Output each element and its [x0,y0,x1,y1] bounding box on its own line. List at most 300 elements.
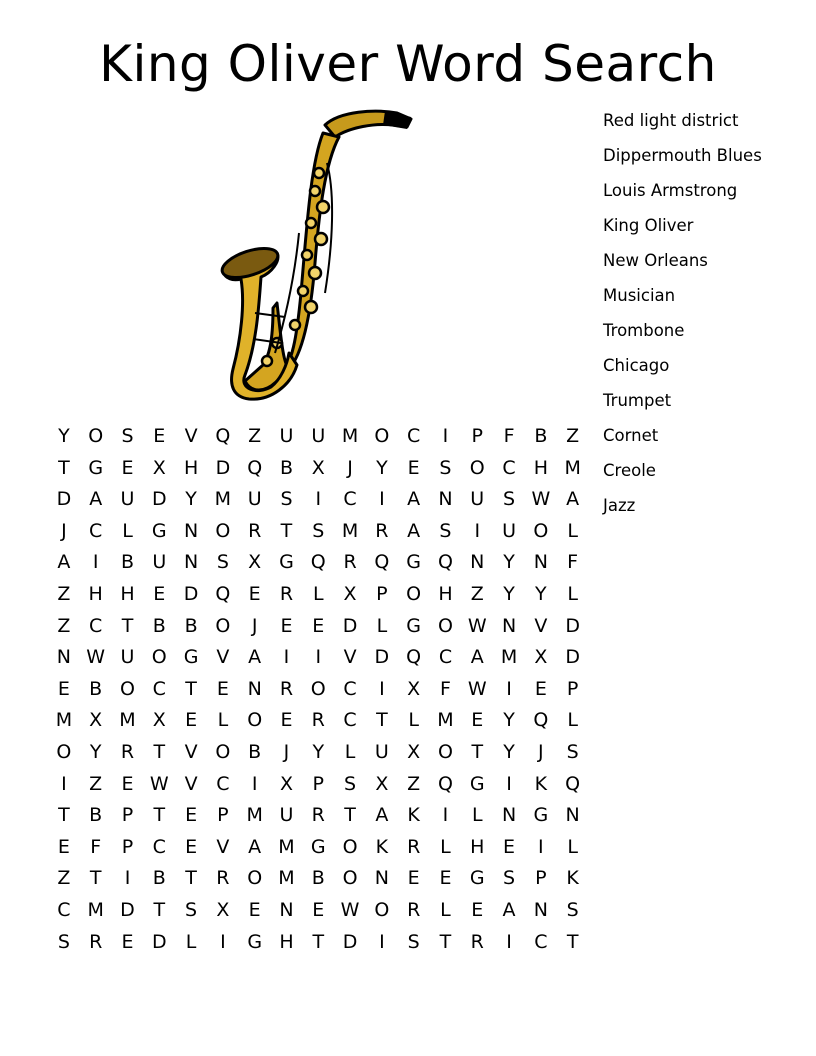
grid-cell: D [565,614,580,637]
grid-cell: X [343,582,357,605]
grid-cell: I [315,646,322,669]
grid-cell: P [217,804,229,827]
grid-cell: O [342,867,358,890]
grid-cell: D [342,614,358,637]
grid-cell: I [442,425,449,447]
grid-cell: M [278,867,295,890]
grid-cell: U [120,646,135,669]
grid-cell: Q [533,709,549,732]
grid-cell: N [183,551,199,574]
grid-cell: B [279,456,293,479]
grid-cell: Y [312,740,325,763]
grid-cell: Q [437,772,453,795]
grid-cell: O [247,709,263,732]
grid-cell: O [88,425,104,447]
grid-cell: M [341,519,359,542]
grid-cell: E [57,835,70,858]
grid-cell: Y [376,456,388,479]
grid-cell: T [153,804,166,827]
grid-cell: P [566,677,579,700]
word-list-item: Musician [603,286,676,305]
grid-cell: Z [57,867,71,890]
grid-cell: Z [248,425,262,447]
grid-cell: V [184,425,198,447]
page-title: King Oliver Word Search [99,35,717,93]
grid-cell: T [376,709,388,732]
grid-cell: I [538,835,544,858]
grid-cell: Q [215,425,231,447]
grid-cell: U [279,425,294,447]
grid-cell: Y [535,582,547,605]
grid-cell: W [340,898,360,921]
grid-cell: E [248,582,261,605]
grid-cell: W [86,646,106,669]
grid-cell: S [312,519,325,542]
grid-cell: L [440,835,451,858]
grid-cell: M [278,835,295,858]
grid-cell: I [283,646,290,669]
grid-cell: K [407,804,420,827]
grid-cell: N [438,488,453,511]
grid-cell: O [437,740,453,763]
grid-cell: P [376,582,388,605]
grid-cell: B [152,867,166,890]
word-list [603,108,762,528]
grid-cell: M [437,709,454,732]
grid-cell: I [220,930,226,953]
grid-cell: N [565,804,580,827]
grid-cell: P [121,804,134,827]
grid-cell: T [280,519,293,542]
grid-cell: G [406,551,422,574]
grid-cell: T [185,867,197,890]
word-search-grid [48,421,589,958]
grid-row [48,453,589,485]
grid-cell: E [121,456,134,479]
grid-cell: U [247,488,262,511]
grid-cell: B [184,614,198,637]
grid-cell: Z [470,582,484,605]
grid-cell: O [215,740,231,763]
grid-cell: R [311,709,325,732]
grid-cell: P [535,867,547,890]
grid-cell: T [153,898,166,921]
grid-cell: R [248,519,262,542]
grid-cell: J [347,456,353,479]
grid-cell: F [503,425,515,447]
grid-row [48,863,589,895]
grid-cell: U [374,740,389,763]
grid-cell: V [216,835,230,858]
grid-cell: E [121,930,134,953]
word-list-item: Dippermouth Blues [603,146,762,165]
grid-cell: I [442,804,449,827]
grid-cell: S [280,488,293,511]
grid-cell: E [280,709,293,732]
grid-cell: R [470,930,484,953]
grid-cell: I [506,930,512,953]
grid-cell: G [533,804,549,827]
grid-cell: R [216,867,230,890]
grid-cell: N [501,804,517,827]
grid-cell: E [280,614,293,637]
grid-cell: E [121,772,134,795]
grid-cell: T [185,677,197,700]
grid-cell: Y [503,709,515,732]
grid-cell: A [375,804,389,827]
grid-cell: H [279,930,294,953]
grid-cell: O [120,677,135,700]
word-list-item: Trombone [603,321,685,340]
grid-row [48,769,589,801]
grid-cell: S [503,488,516,511]
grid-cell: M [87,898,104,921]
grid-row [48,484,589,516]
grid-cell: H [88,582,103,605]
grid-cell: E [57,677,70,700]
grid-cell: S [57,930,70,953]
saxophone-icon [215,103,420,403]
grid-row [48,832,589,864]
grid-row [48,800,589,832]
grid-cell: R [89,930,103,953]
grid-cell: I [379,677,385,700]
grid-cell: D [120,898,135,921]
grid-cell: M [341,425,359,447]
grid-cell: M [119,709,136,732]
grid-cell: F [90,835,102,858]
grid-cell: S [566,740,579,763]
grid-cell: B [311,867,325,890]
grid-cell: P [121,835,134,858]
grid-cell: S [503,867,516,890]
grid-cell: K [534,772,548,795]
grid-cell: E [216,677,229,700]
grid-cell: C [152,835,166,858]
word-list-item: New Orleans [603,251,708,270]
grid-cell: U [152,551,167,574]
grid-cell: A [248,835,262,858]
grid-cell: G [406,614,422,637]
grid-cell: T [439,930,452,953]
grid-cell: R [279,582,294,605]
grid-cell: S [185,898,198,921]
grid-cell: E [407,456,420,479]
grid-cell: G [469,772,485,795]
grid-cell: I [379,930,385,953]
grid-cell: X [279,772,293,795]
grid-cell: C [534,930,548,953]
grid-cell: O [406,582,422,605]
grid-cell: Z [566,425,580,447]
grid-cell: R [375,519,389,542]
grid-cell: T [312,930,325,953]
grid-cell: C [89,519,103,542]
grid-cell: A [470,646,484,669]
grid-cell: C [343,709,357,732]
grid-cell: E [312,898,325,921]
grid-cell: N [279,898,294,921]
grid-cell: O [374,425,390,447]
grid-cell: J [283,740,290,763]
grid-cell: F [439,677,451,700]
grid-cell: T [344,804,356,827]
grid-cell: J [61,519,67,542]
grid-cell: D [151,488,167,511]
grid-cell: I [92,551,99,574]
grid-cell: L [440,898,451,921]
grid-cell: D [342,930,358,953]
grid-row [48,579,589,611]
grid-row [48,895,589,927]
grid-cell: I [251,772,258,795]
grid-cell: X [311,456,325,479]
grid-cell: R [343,551,357,574]
grid-cell: N [183,519,199,542]
grid-cell: O [310,677,326,700]
grid-cell: O [151,646,167,669]
grid-cell: C [89,614,103,637]
grid-cell: L [217,709,229,732]
grid-cell: J [251,614,258,637]
grid-cell: C [343,677,357,700]
grid-row [48,927,589,959]
grid-cell: E [185,835,198,858]
grid-cell: S [439,456,452,479]
grid-cell: S [439,519,452,542]
grid-cell: A [248,646,262,669]
grid-cell: O [469,456,485,479]
grid-cell: E [248,898,261,921]
grid-cell: Y [503,740,515,763]
grid-cell: E [153,425,166,447]
grid-cell: L [567,835,578,858]
grid-cell: R [407,898,421,921]
grid-cell: Q [565,772,581,795]
grid-cell: P [471,425,483,447]
grid-cell: F [567,551,579,574]
grid-cell: T [58,456,70,479]
grid-cell: I [506,677,512,700]
grid-cell: Y [185,488,197,511]
grid-cell: A [89,488,103,511]
grid-cell: E [312,614,325,637]
word-list-item: King Oliver [603,216,694,235]
grid-cell: C [343,488,357,511]
grid-row [48,737,589,769]
grid-row [48,642,589,674]
grid-cell: C [502,456,516,479]
grid-cell: X [248,551,262,574]
grid-cell: M [55,709,73,732]
grid-cell: L [567,519,578,542]
grid-cell: O [374,898,390,921]
grid-cell: E [534,677,547,700]
grid-cell: T [58,804,70,827]
grid-cell: P [312,772,324,795]
grid-cell: G [183,646,199,669]
grid-cell: X [152,709,166,732]
grid-cell: N [56,646,71,669]
grid-row [48,705,589,737]
grid-cell: Q [374,551,390,574]
word-list-item: Louis Armstrong [603,181,738,200]
grid-cell: X [152,456,166,479]
grid-cell: S [407,930,420,953]
grid-cell: B [89,804,103,827]
grid-cell: V [534,614,548,637]
grid-cell: L [567,709,578,732]
grid-cell: R [311,804,325,827]
grid-cell: Y [89,740,102,763]
grid-cell: Z [57,614,71,637]
grid-cell: B [152,614,166,637]
grid-cell: I [124,867,131,890]
grid-cell: E [185,804,198,827]
grid-cell: A [407,488,421,511]
word-list-item: Cornet [603,426,659,445]
grid-cell: U [120,488,135,511]
grid-row [48,611,589,643]
grid-cell: K [375,835,389,858]
grid-cell: K [566,867,579,890]
grid-cell: L [344,740,356,763]
grid-cell: Y [503,551,515,574]
grid-cell: R [120,740,135,763]
grid-cell: N [533,898,548,921]
grid-cell: E [439,867,452,890]
grid-cell: R [279,677,294,700]
grid-cell: E [185,709,198,732]
grid-cell: E [503,835,516,858]
grid-cell: A [407,519,421,542]
grid-cell: E [471,898,484,921]
grid-cell: E [153,582,166,605]
grid-cell: Y [503,582,515,605]
grid-cell: S [566,898,579,921]
grid-cell: Z [57,582,71,605]
word-list-item: Red light district [603,111,739,130]
grid-cell: D [151,930,167,953]
grid-cell: W [467,677,487,700]
grid-cell: O [56,740,72,763]
word-list-item: Trumpet [603,391,672,410]
grid-cell: Q [437,551,453,574]
grid-cell: S [216,551,229,574]
grid-cell: Q [215,582,231,605]
grid-cell: M [564,456,581,479]
grid-cell: M [214,488,232,511]
grid-cell: L [122,519,133,542]
grid-cell: B [248,740,262,763]
grid-cell: H [120,582,135,605]
grid-cell: N [470,551,485,574]
grid-cell: N [247,677,262,700]
grid-row [48,516,589,548]
grid-cell: X [89,709,103,732]
grid-cell: L [376,614,388,637]
grid-cell: A [566,488,580,511]
grid-cell: G [310,835,326,858]
grid-cell: D [374,646,390,669]
grid-cell: O [342,835,358,858]
grid-cell: X [216,898,230,921]
grid-cell: I [61,772,67,795]
grid-cell: S [344,772,357,795]
grid-cell: V [184,740,198,763]
grid-cell: I [474,519,481,542]
grid-cell: V [216,646,230,669]
grid-cell: T [89,867,102,890]
grid-cell: M [246,804,263,827]
grid-cell: G [151,519,167,542]
grid-cell: T [121,614,134,637]
grid-cell: H [470,835,485,858]
grid-cell: O [533,519,549,542]
word-list-item: Jazz [603,496,636,515]
grid-cell: U [311,425,326,447]
grid-cell: H [183,456,199,479]
grid-cell: G [247,930,263,953]
grid-cell: W [531,488,551,511]
grid-cell: V [343,646,357,669]
grid-cell: D [183,582,199,605]
grid-cell: N [533,551,548,574]
word-list-item: Chicago [603,356,670,375]
grid-cell: U [279,804,294,827]
grid-cell: T [471,740,484,763]
grid-cell: X [407,677,421,700]
grid-cell: B [534,425,548,447]
word-list-item: Creole [603,461,656,480]
grid-cell: I [506,772,512,795]
grid-cell: Z [407,772,421,795]
grid-cell: X [375,772,389,795]
grid-cell: W [149,772,169,795]
grid-cell: B [120,551,135,574]
grid-cell: C [152,677,166,700]
grid-cell: U [470,488,485,511]
grid-cell: E [471,709,484,732]
grid-cell: H [438,582,453,605]
grid-cell: M [500,646,518,669]
grid-cell: L [471,804,483,827]
grid-cell: D [215,456,231,479]
grid-cell: T [566,930,579,953]
grid-cell: W [467,614,487,637]
grid-cell: T [153,740,166,763]
grid-cell: Z [89,772,103,795]
grid-cell: N [374,867,389,890]
grid-cell: A [57,551,71,574]
grid-row [48,547,589,579]
grid-cell: V [184,772,198,795]
grid-cell: C [438,646,453,669]
grid-cell: I [315,488,322,511]
grid-cell: L [567,582,578,605]
grid-cell: N [501,614,517,637]
grid-cell: D [565,646,580,669]
grid-cell: L [312,582,324,605]
grid-row [48,421,589,453]
grid-cell: O [215,614,231,637]
grid-cell: C [407,425,421,447]
grid-cell: Q [406,646,422,669]
grid-cell: O [437,614,453,637]
grid-cell: Y [58,425,70,447]
grid-cell: L [185,930,197,953]
grid-cell: S [121,425,134,447]
